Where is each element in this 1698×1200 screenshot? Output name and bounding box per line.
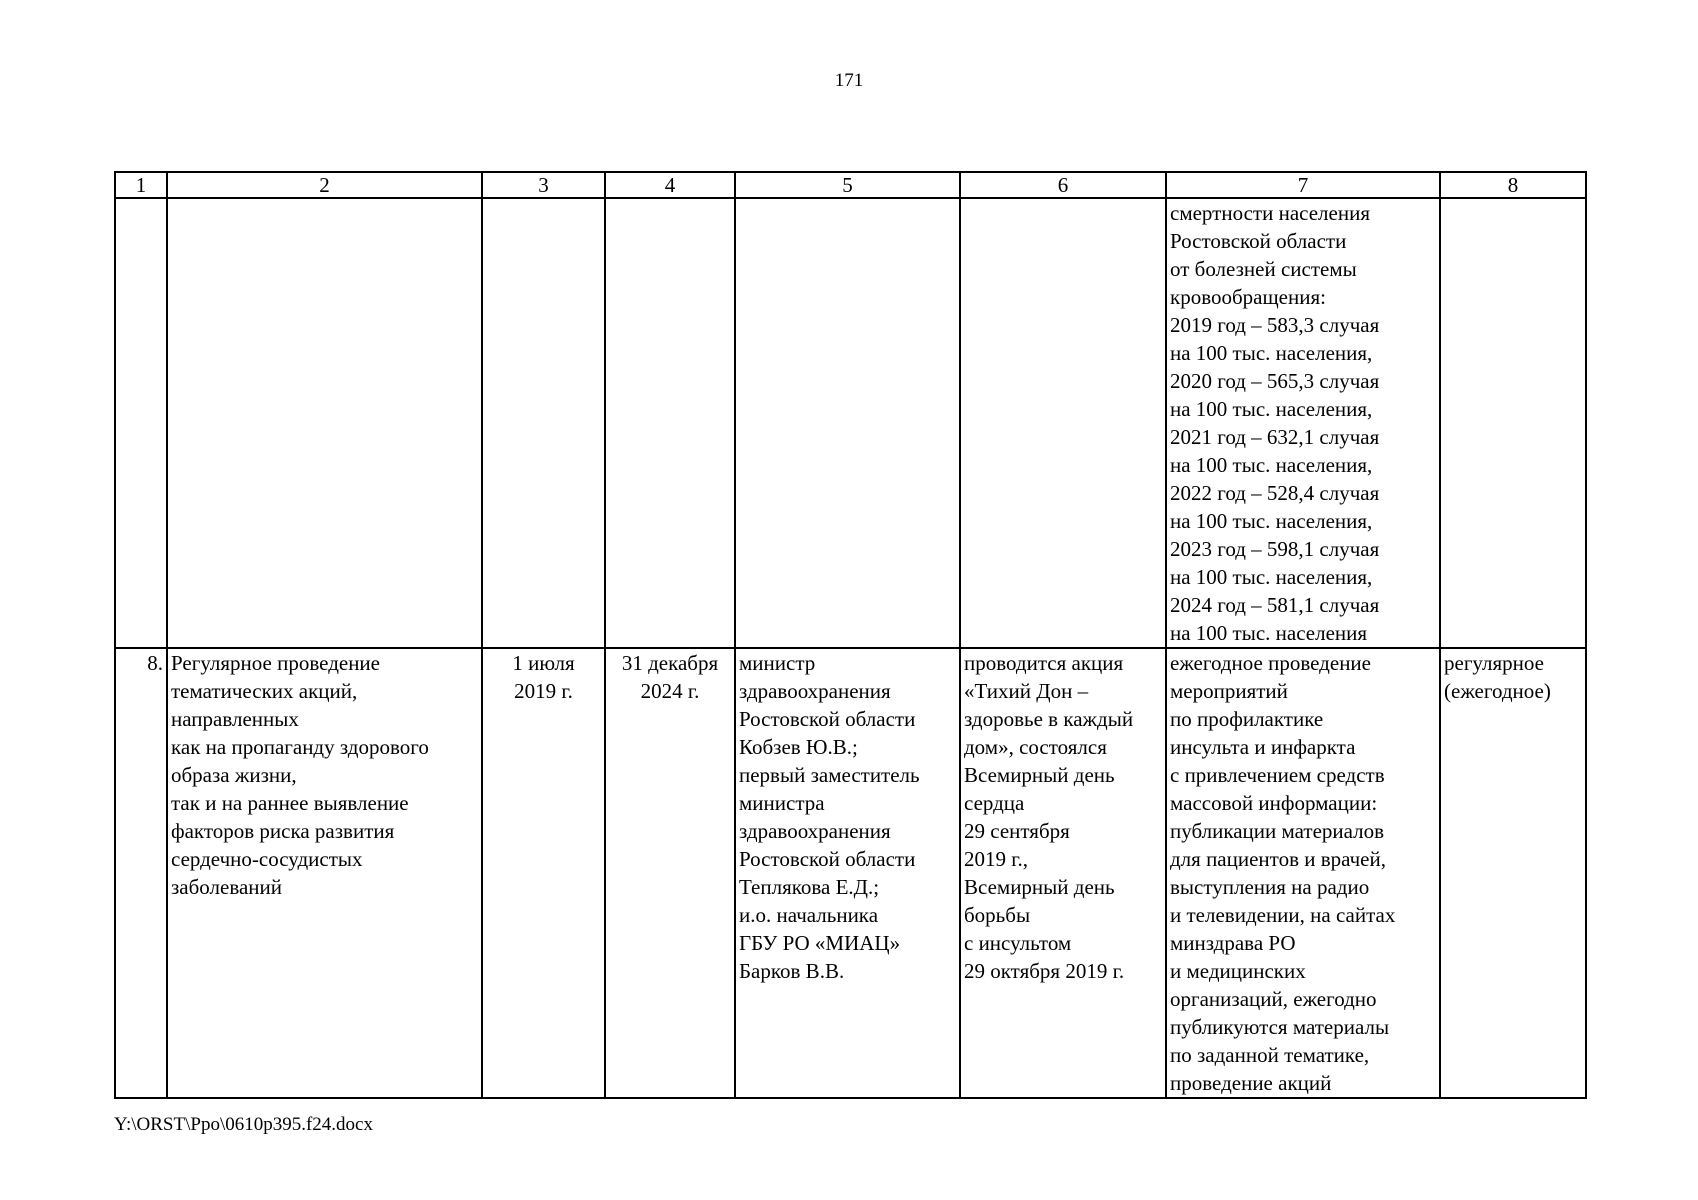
cell-empty bbox=[1440, 198, 1586, 648]
cell-status: проводится акция «Тихий Дон – здоровье в каждый дом», состоялся Всемирный день сердца 29 сентября 2019 г., Всемирный день борьбы с инсультом 29 октября 2019 г. bbox=[960, 648, 1166, 1098]
cell-row-number: 8. bbox=[115, 648, 167, 1098]
column-number-6: 6 bbox=[960, 172, 1166, 198]
column-number-1: 1 bbox=[115, 172, 167, 198]
column-number-8: 8 bbox=[1440, 172, 1586, 198]
column-number-3: 3 bbox=[482, 172, 605, 198]
cell-empty bbox=[735, 198, 960, 648]
cell-start-date: 1 июля 2019 г. bbox=[482, 648, 605, 1098]
cell-result-continuation: смертности населения Ростовской области от болезней системы кровообращения: 2019 год – 583,3 случая на 100 тыс. населения, 2020 год – 565,3 случая на 100 тыс. населения, 2021 год – 632,1 случая на 100 тыс. населения, 2022 год – 528,4 случая на 100 тыс. населения, 2023 год – 598,1 случая на 100 тыс. населения, 2024 год – 581,1 случая на 100 тыс. населения bbox=[1166, 198, 1440, 648]
column-number-2: 2 bbox=[167, 172, 482, 198]
column-number-5: 5 bbox=[735, 172, 960, 198]
document-table bbox=[114, 171, 1587, 1099]
column-number-header-row bbox=[115, 172, 1586, 198]
cell-empty bbox=[115, 198, 167, 648]
cell-empty bbox=[605, 198, 735, 648]
page-number: 171 bbox=[834, 70, 864, 91]
cell-responsible: министр здравоохранения Ростовской области Кобзев Ю.В.; первый заместитель министра здравоохранения Ростовской области Теплякова Е.Д.; и.о. начальника ГБУ РО «МИАЦ» Барков В.В. bbox=[735, 648, 960, 1098]
table-row-8 bbox=[115, 648, 1586, 1098]
footer-file-path: Y:\ORST\Ppo\0610p395.f24.docx bbox=[114, 1114, 373, 1135]
cell-empty bbox=[482, 198, 605, 648]
column-number-4: 4 bbox=[605, 172, 735, 198]
table-row-continuation bbox=[115, 198, 1586, 648]
cell-frequency: регулярное (ежегодное) bbox=[1440, 648, 1586, 1098]
cell-empty bbox=[960, 198, 1166, 648]
cell-activity: Регулярное проведение тематических акций, направленных как на пропаганду здорового образа жизни, так и на раннее выявление факторов риска развития сердечно-сосудистых заболеваний bbox=[167, 648, 482, 1098]
column-number-7: 7 bbox=[1166, 172, 1440, 198]
cell-result: ежегодное проведение мероприятий по профилактике инсульта и инфаркта с привлечением средств массовой информации: публикации материалов для пациентов и врачей, выступления на радио и телевидении, на сайтах минздрава РО и медицинских организаций, ежегодно публикуются материалы по заданной тематике, проведение акций bbox=[1166, 648, 1440, 1098]
cell-empty bbox=[167, 198, 482, 648]
cell-end-date: 31 декабря 2024 г. bbox=[605, 648, 735, 1098]
